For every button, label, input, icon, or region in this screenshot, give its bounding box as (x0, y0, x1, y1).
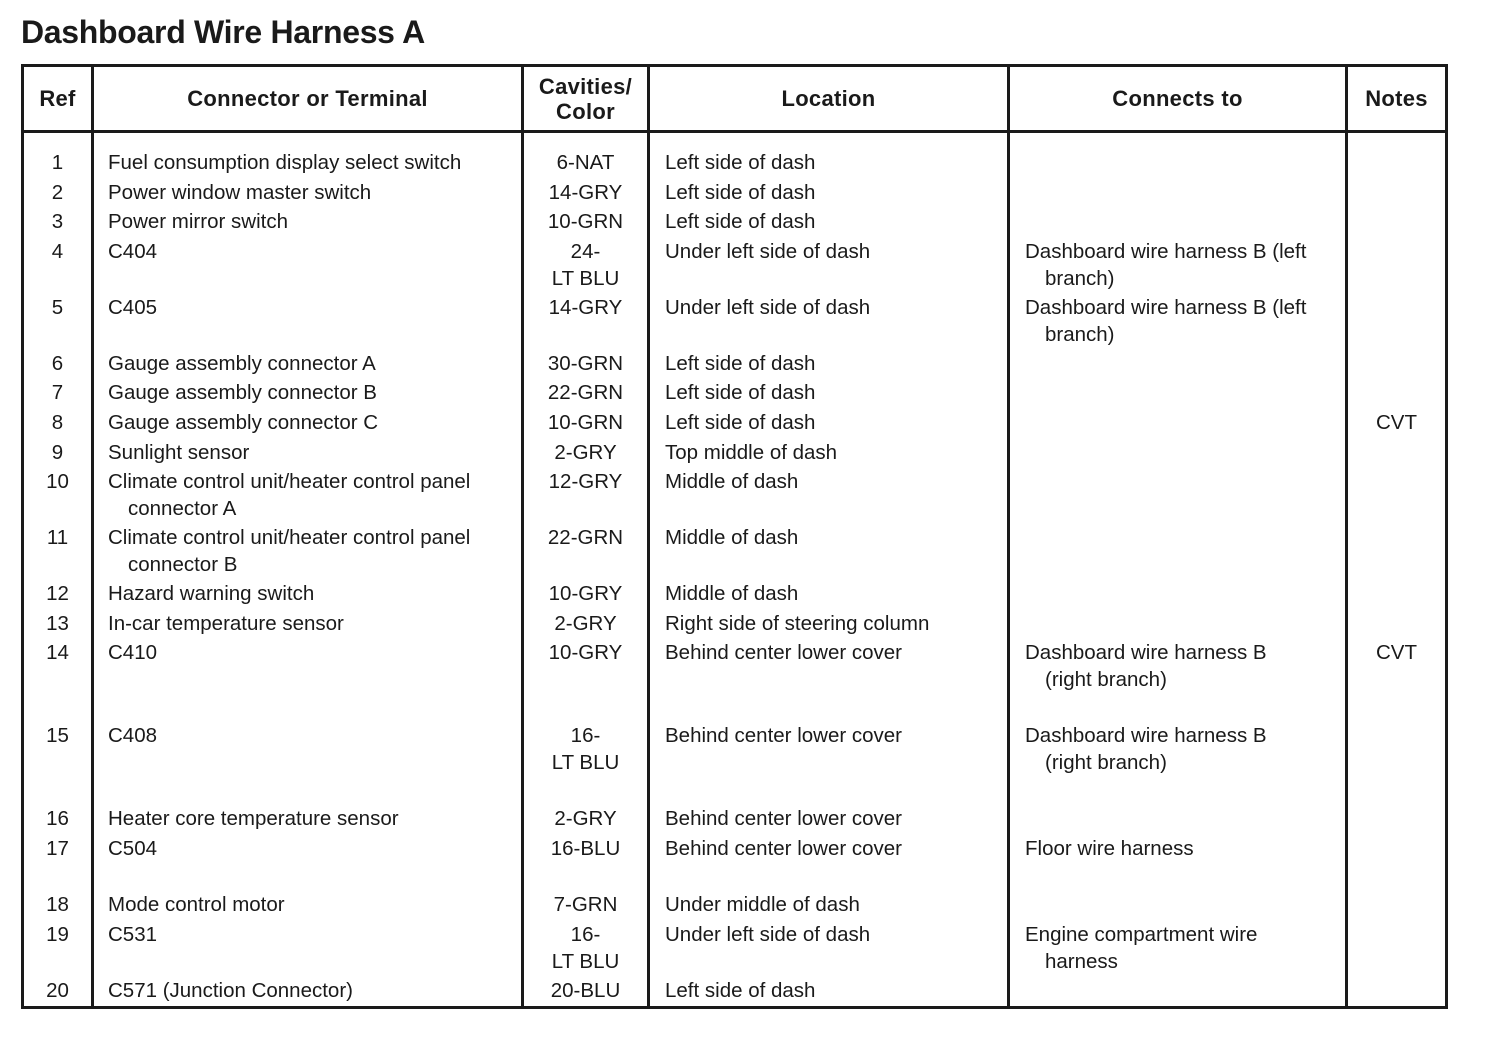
cell-connector-line: C404 (108, 239, 158, 263)
cell-cavities-line: 24- (570, 239, 601, 263)
spacer-cell (1347, 132, 1447, 150)
cell-ref: 12 (23, 580, 93, 610)
cell-notes (1347, 805, 1447, 835)
cell-connects-to (1009, 409, 1347, 439)
cell-ref: 11 (23, 524, 93, 580)
cell-connects-to (1009, 580, 1347, 610)
cell-cavities (523, 238, 649, 294)
cell-connector (93, 439, 523, 469)
cell-connects-to (1009, 921, 1347, 977)
cell-connects-to (1009, 835, 1347, 891)
cell-cavities (523, 439, 649, 469)
cell-connector-line: Fuel consumption display select switch (108, 151, 462, 174)
cell-connector (93, 409, 523, 439)
cell-ref: 2 (23, 179, 93, 209)
cell-location: Right side of steering column (649, 610, 1009, 640)
cell-connector-line: C405 (108, 295, 158, 319)
cell-connects-to (1009, 179, 1347, 209)
table-header-row (23, 66, 1447, 132)
cell-cavities (523, 835, 649, 891)
cell-connector (93, 921, 523, 977)
cell-notes (1347, 977, 1447, 1007)
cell-cavities-line: 6-NAT (556, 151, 615, 174)
cell-connector-line: C410 (108, 641, 158, 665)
table-row (23, 722, 1447, 805)
table-body (23, 132, 1447, 1008)
cell-ref: 15 (23, 722, 93, 805)
cell-connector (93, 524, 523, 580)
cell-connects-to-line: branch) (1045, 266, 1115, 290)
cell-notes (1347, 835, 1447, 891)
cell-location: Middle of dash (649, 524, 1009, 580)
spacer-cell (93, 132, 523, 150)
cell-connector (93, 379, 523, 409)
filler-cell (649, 1006, 1009, 1008)
cell-connector-line: Mode control motor (108, 892, 285, 916)
cell-cavities-line: 16- (570, 922, 601, 946)
cell-ref: 3 (23, 208, 93, 238)
cell-connects-to (1009, 805, 1347, 835)
cell-notes (1347, 379, 1447, 409)
cell-cavities-line: 12-GRY (548, 470, 623, 494)
cell-cavities (523, 722, 649, 805)
cell-cavities-line: 7-GRN (553, 892, 618, 916)
cell-connector-line: Power window master switch (108, 180, 372, 204)
cell-cavities-line: 22-GRN (547, 381, 624, 405)
cell-connector (93, 639, 523, 722)
table-row (23, 524, 1447, 580)
cell-notes (1347, 238, 1447, 294)
cell-connector (93, 722, 523, 805)
cell-notes (1347, 524, 1447, 580)
cell-connects-to-line: Dashboard wire harness B (1025, 641, 1267, 665)
cell-connects-to (1009, 238, 1347, 294)
cell-connector-line: Sunlight sensor (108, 440, 250, 464)
cell-cavities (523, 409, 649, 439)
cell-notes (1347, 891, 1447, 921)
table-row (23, 921, 1447, 977)
table-row (23, 179, 1447, 209)
cell-connects-to (1009, 294, 1347, 350)
cell-notes: CVT (1376, 641, 1417, 665)
table-row (23, 294, 1447, 350)
cell-cavities-line: 14-GRY (548, 295, 623, 319)
cell-cavities (523, 891, 649, 921)
table-row (23, 379, 1447, 409)
cell-cavities (523, 379, 649, 409)
table-spacer-row (23, 132, 1447, 150)
cell-connects-to (1009, 722, 1347, 805)
cell-ref: 16 (23, 805, 93, 835)
column-header-connector: Connector or Terminal (93, 66, 523, 132)
cell-connects-to-line: (right branch) (1045, 751, 1167, 775)
cell-location: Under left side of dash (649, 238, 1009, 294)
cell-location: Under middle of dash (649, 891, 1009, 921)
cell-connector (93, 294, 523, 350)
cell-connector-line: Gauge assembly connector C (108, 410, 379, 434)
cell-notes (1347, 580, 1447, 610)
cell-cavities-line: 22-GRN (547, 526, 624, 550)
cell-connects-to (1009, 977, 1347, 1007)
cell-location: Behind center lower cover (649, 639, 1009, 722)
cell-connector (93, 179, 523, 209)
cell-ref: 4 (23, 238, 93, 294)
cell-connector (93, 610, 523, 640)
table-row (23, 639, 1447, 722)
table-row (23, 439, 1447, 469)
cell-connector (93, 977, 523, 1007)
cell-cavities-line: 16-BLU (550, 836, 621, 860)
cell-location: Behind center lower cover (649, 835, 1009, 891)
cell-cavities-line: 30-GRN (547, 351, 624, 375)
cell-ref: 1 (23, 149, 93, 179)
cell-connector-line: Gauge assembly connector B (108, 381, 377, 405)
cell-connector-line: Climate control unit/heater control panel (108, 526, 471, 550)
cell-cavities-line: 10-GRN (547, 210, 624, 234)
cell-ref: 20 (23, 977, 93, 1007)
cell-cavities-line: LT BLU (551, 751, 620, 775)
spacer-cell (523, 132, 649, 150)
cell-connects-to (1009, 208, 1347, 238)
cell-connects-to (1009, 350, 1347, 380)
filler-cell (523, 1006, 649, 1008)
cell-connector (93, 350, 523, 380)
cell-location: Left side of dash (649, 379, 1009, 409)
cell-connector-line: Heater core temperature sensor (108, 807, 399, 831)
cell-cavities (523, 350, 649, 380)
cell-location: Middle of dash (649, 468, 1009, 524)
cell-cavities (523, 921, 649, 977)
cell-connector (93, 238, 523, 294)
cell-connects-to-line: Engine compartment wire (1025, 922, 1258, 946)
cell-connector (93, 891, 523, 921)
cell-connects-to (1009, 891, 1347, 921)
cell-connector-line: In-car temperature sensor (108, 611, 344, 635)
filler-cell (23, 1006, 93, 1008)
filler-cell (1347, 1006, 1447, 1008)
column-header-cavities (523, 66, 649, 132)
cell-cavities-line: 16- (570, 724, 601, 748)
cell-connector (93, 468, 523, 524)
table-row (23, 350, 1447, 380)
cell-location: Left side of dash (649, 208, 1009, 238)
table-row (23, 238, 1447, 294)
cell-ref: 18 (23, 891, 93, 921)
cell-connects-to (1009, 468, 1347, 524)
column-header-connects-to: Connects to (1009, 66, 1347, 132)
table-row (23, 409, 1447, 439)
cell-connects-to-line: branch) (1045, 322, 1115, 346)
table-row (23, 580, 1447, 610)
cell-cavities (523, 580, 649, 610)
cell-ref: 6 (23, 350, 93, 380)
cell-ref: 8 (23, 409, 93, 439)
table-row (23, 468, 1447, 524)
cell-cavities (523, 977, 649, 1007)
cell-connector-line: connector B (128, 553, 238, 577)
cell-notes (1347, 294, 1447, 350)
cell-connector-line: Power mirror switch (108, 210, 288, 234)
cell-connector (93, 149, 523, 179)
table-row (23, 977, 1447, 1007)
cell-location: Under left side of dash (649, 294, 1009, 350)
cell-location: Left side of dash (649, 179, 1009, 209)
cell-cavities-line: 10-GRN (547, 410, 624, 434)
cell-cavities (523, 524, 649, 580)
cell-connector-line: connector A (128, 497, 237, 521)
cell-notes (1347, 722, 1447, 805)
spacer-cell (23, 132, 93, 150)
cell-location: Middle of dash (649, 580, 1009, 610)
cell-cavities-line: 2-GRY (554, 611, 617, 635)
cell-notes (1347, 468, 1447, 524)
table-row (23, 891, 1447, 921)
cell-location: Left side of dash (649, 350, 1009, 380)
cell-connector (93, 580, 523, 610)
cell-location: Top middle of dash (649, 439, 1009, 469)
cell-connector (93, 208, 523, 238)
cell-location: Left side of dash (649, 409, 1009, 439)
cell-connector-line: C571 (Junction Connector) (108, 978, 353, 1002)
cell-location: Behind center lower cover (649, 722, 1009, 805)
cell-connects-to-line: Dashboard wire harness B (1025, 724, 1267, 748)
column-header-notes: Notes (1347, 66, 1447, 132)
cell-cavities-line: 2-GRY (554, 440, 617, 464)
cell-connector-line: Gauge assembly connector A (108, 351, 376, 375)
cell-cavities-line: 10-GRY (548, 582, 623, 606)
cell-notes (1347, 179, 1447, 209)
cell-connects-to (1009, 610, 1347, 640)
column-header-cavities-line1: Cavities/ (538, 73, 633, 99)
cell-cavities (523, 294, 649, 350)
table-row (23, 610, 1447, 640)
cell-location: Behind center lower cover (649, 805, 1009, 835)
cell-connector-line: C531 (108, 922, 158, 946)
cell-connects-to-line: Dashboard wire harness B (left (1025, 239, 1307, 263)
cell-notes: CVT (1376, 410, 1417, 434)
cell-cavities (523, 179, 649, 209)
column-header-location: Location (649, 66, 1009, 132)
cell-cavities-line: 14-GRY (548, 180, 623, 204)
cell-notes (1347, 610, 1447, 640)
column-header-cavities-line2: Color (556, 98, 615, 124)
cell-connects-to (1009, 639, 1347, 722)
spacer-cell (649, 132, 1009, 150)
cell-connects-to-line: (right branch) (1045, 668, 1167, 692)
cell-cavities (523, 610, 649, 640)
cell-notes (1347, 439, 1447, 469)
cell-cavities (523, 805, 649, 835)
cell-cavities (523, 468, 649, 524)
cell-connector-line: C504 (108, 836, 158, 860)
cell-notes (1347, 149, 1447, 179)
cell-location: Left side of dash (649, 149, 1009, 179)
cell-cavities-line: LT BLU (551, 949, 620, 973)
cell-connects-to (1009, 524, 1347, 580)
table-row (23, 835, 1447, 891)
cell-ref: 19 (23, 921, 93, 977)
cell-connects-to (1009, 379, 1347, 409)
filler-cell (93, 1006, 523, 1008)
cell-notes (1347, 350, 1447, 380)
cell-notes (1347, 208, 1447, 238)
cell-connects-to (1009, 149, 1347, 179)
cell-cavities-line: 2-GRY (554, 807, 617, 831)
cell-notes (1347, 921, 1447, 977)
table-filler-row (23, 1006, 1447, 1008)
column-header-ref: Ref (23, 66, 93, 132)
cell-location: Under left side of dash (649, 921, 1009, 977)
spacer-cell (1009, 132, 1347, 150)
cell-connector (93, 835, 523, 891)
cell-location: Left side of dash (649, 977, 1009, 1007)
cell-ref: 10 (23, 468, 93, 524)
cell-connector-line: Hazard warning switch (108, 582, 315, 606)
filler-cell (1009, 1006, 1347, 1008)
cell-ref: 7 (23, 379, 93, 409)
cell-connector-line: Climate control unit/heater control panel (108, 470, 471, 494)
table-row (23, 805, 1447, 835)
cell-cavities (523, 208, 649, 238)
cell-connector-line: C408 (108, 724, 158, 748)
table-row (23, 149, 1447, 179)
cell-ref: 17 (23, 835, 93, 891)
cell-cavities-line: 20-BLU (550, 978, 621, 1002)
cell-ref: 13 (23, 610, 93, 640)
cell-connector (93, 805, 523, 835)
cell-cavities-line: LT BLU (551, 266, 620, 290)
cell-connects-to (1009, 439, 1347, 469)
page-title: Dashboard Wire Harness A (21, 14, 425, 50)
cell-cavities-line: 10-GRY (548, 641, 623, 665)
cell-cavities (523, 149, 649, 179)
cell-ref: 5 (23, 294, 93, 350)
cell-connects-to-line: harness (1045, 949, 1118, 973)
wire-harness-table (21, 64, 1448, 1009)
table-row (23, 208, 1447, 238)
cell-connects-to-line: Floor wire harness (1025, 836, 1194, 860)
cell-ref: 14 (23, 639, 93, 722)
cell-cavities (523, 639, 649, 722)
cell-connects-to-line: Dashboard wire harness B (left (1025, 295, 1307, 319)
cell-ref: 9 (23, 439, 93, 469)
